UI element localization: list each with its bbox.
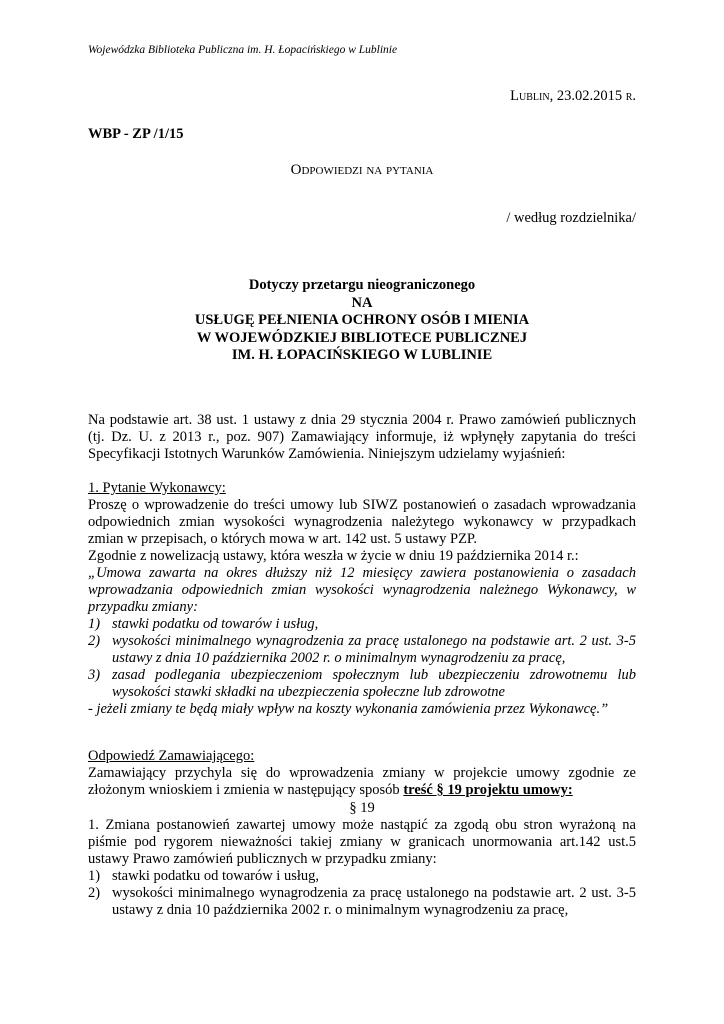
section-text: 1. Zmiana postanowień zawartej umowy może nastąpić za zgodą obu stron wyrażoną na piśmie pod rygorem nieważności takiej zmiany w granicach unormowania art.142 ust.5 ustawy Prawo zamówień publicznych w przypadku zmiany: bbox=[88, 817, 636, 867]
list-item bbox=[88, 885, 636, 919]
list-item bbox=[88, 868, 636, 885]
section-heading: § 19 bbox=[349, 800, 375, 816]
list-text: stawki podatku od towarów i usług, bbox=[112, 616, 319, 632]
list-number: 1) bbox=[88, 868, 101, 884]
question-section bbox=[88, 480, 636, 718]
list-text: wysokości minimalnego wynagrodzenia za pracę ustalonego na podstawie art. 2 ust. 3-5 ustawy z dnia 10 października 2002 r. o minimalnym wynagrodzeniu za pracę, bbox=[112, 885, 636, 918]
intro-paragraph bbox=[88, 412, 636, 463]
subject-line: USŁUGĘ PEŁNIENIA OCHRONY OSÓB I MIENIA bbox=[194, 312, 530, 328]
quote-intro: „Umowa zawarta na okres dłuższy niż 12 miesięcy zawiera postanowienia o zasadach wprowadzania odpowiednich zmian wysokości wynagrodzenia należnego Wykonawcy, w przypadku zmiany: bbox=[88, 565, 636, 615]
answer-text: Zamawiający przychyla się do wprowadzenia zmiany w projekcie umowy zgodnie ze złożonym wnioskiem i zmienia w następujący sposób bbox=[88, 765, 636, 798]
subject-line: Dotyczy przetargu nieograniczonego bbox=[248, 277, 476, 293]
subject-line: IM. H. ŁOPACIŃSKIEGO W LUBLINIE bbox=[231, 347, 493, 363]
answer-paragraph bbox=[88, 765, 636, 799]
question-note: Zgodnie z nowelizacją ustawy, która weszła w życie w dniu 19 października 2014 r.: bbox=[88, 548, 579, 564]
quote-end: - jeżeli zmiany te będą miały wpływ na koszty wykonania zamówienia przez Wykonawcę.” bbox=[88, 701, 609, 717]
document-date: Lublin, 23.02.2015 r. bbox=[510, 88, 636, 104]
subject-block bbox=[88, 277, 636, 365]
question-text: Proszę o wprowadzenie do treści umowy lub SIWZ postanowień o zasadach wprowadzania odpowiednich zmian wysokości wynagrodzenia należytego wykonawcy w przypadkach zmian w przepisach, o których mowa w art. 142 ust. 5 ustawy PZP. bbox=[88, 497, 636, 547]
answer-emphasis: treść § 19 projektu umowy: bbox=[403, 782, 573, 798]
answer-heading: Odpowiedź Zamawiającego: bbox=[88, 748, 255, 764]
list-number: 3) bbox=[88, 667, 101, 683]
subject-line: NA bbox=[351, 294, 373, 311]
subject-line: W WOJEWÓDZKIEJ BIBLIOTECE PUBLICZNEJ bbox=[196, 329, 528, 346]
list-number: 2) bbox=[88, 633, 101, 649]
list-item bbox=[88, 616, 636, 633]
list-item bbox=[88, 667, 636, 701]
list-number: 1) bbox=[88, 616, 101, 632]
reference-number: WBP - ZP /1/15 bbox=[88, 126, 184, 142]
answer-section bbox=[88, 748, 636, 799]
document-title: Odpowiedzi na pytania bbox=[290, 162, 434, 178]
distribution-note: / według rozdzielnika/ bbox=[506, 210, 636, 226]
institution-header: Wojewódzka Biblioteka Publiczna im. H. Łopacińskiego w Lublinie bbox=[88, 44, 398, 56]
paragraph-19-section bbox=[88, 800, 636, 919]
list-text: stawki podatku od towarów i usług, bbox=[112, 868, 320, 884]
intro-text: Na podstawie art. 38 ust. 1 ustawy z dnia 29 stycznia 2004 r. Prawo zamówień publicznych (tj. Dz. U. z 2013 r., poz. 907) Zamawiający informuje, iż wpłynęły zapytania do treści Specyfikacji Istotnych Warunków Zamówienia. Niniejszym udzielamy wyjaśnień: bbox=[88, 412, 636, 462]
list-text: wysokości minimalnego wynagrodzenia za pracę ustalonego na podstawie art. 2 ust. 3-5 ustawy z dnia 10 października 2002 r. o minimalnym wynagrodzeniu za pracę, bbox=[112, 633, 636, 666]
list-number: 2) bbox=[88, 885, 101, 901]
question-heading: 1. Pytanie Wykonawcy: bbox=[88, 480, 226, 496]
list-item bbox=[88, 633, 636, 667]
list-text: zasad podlegania ubezpieczeniom społecznym lub ubezpieczeniu zdrowotnemu lub wysokości stawki składki na ubezpieczenia społeczne lub zdrowotne bbox=[112, 667, 636, 700]
